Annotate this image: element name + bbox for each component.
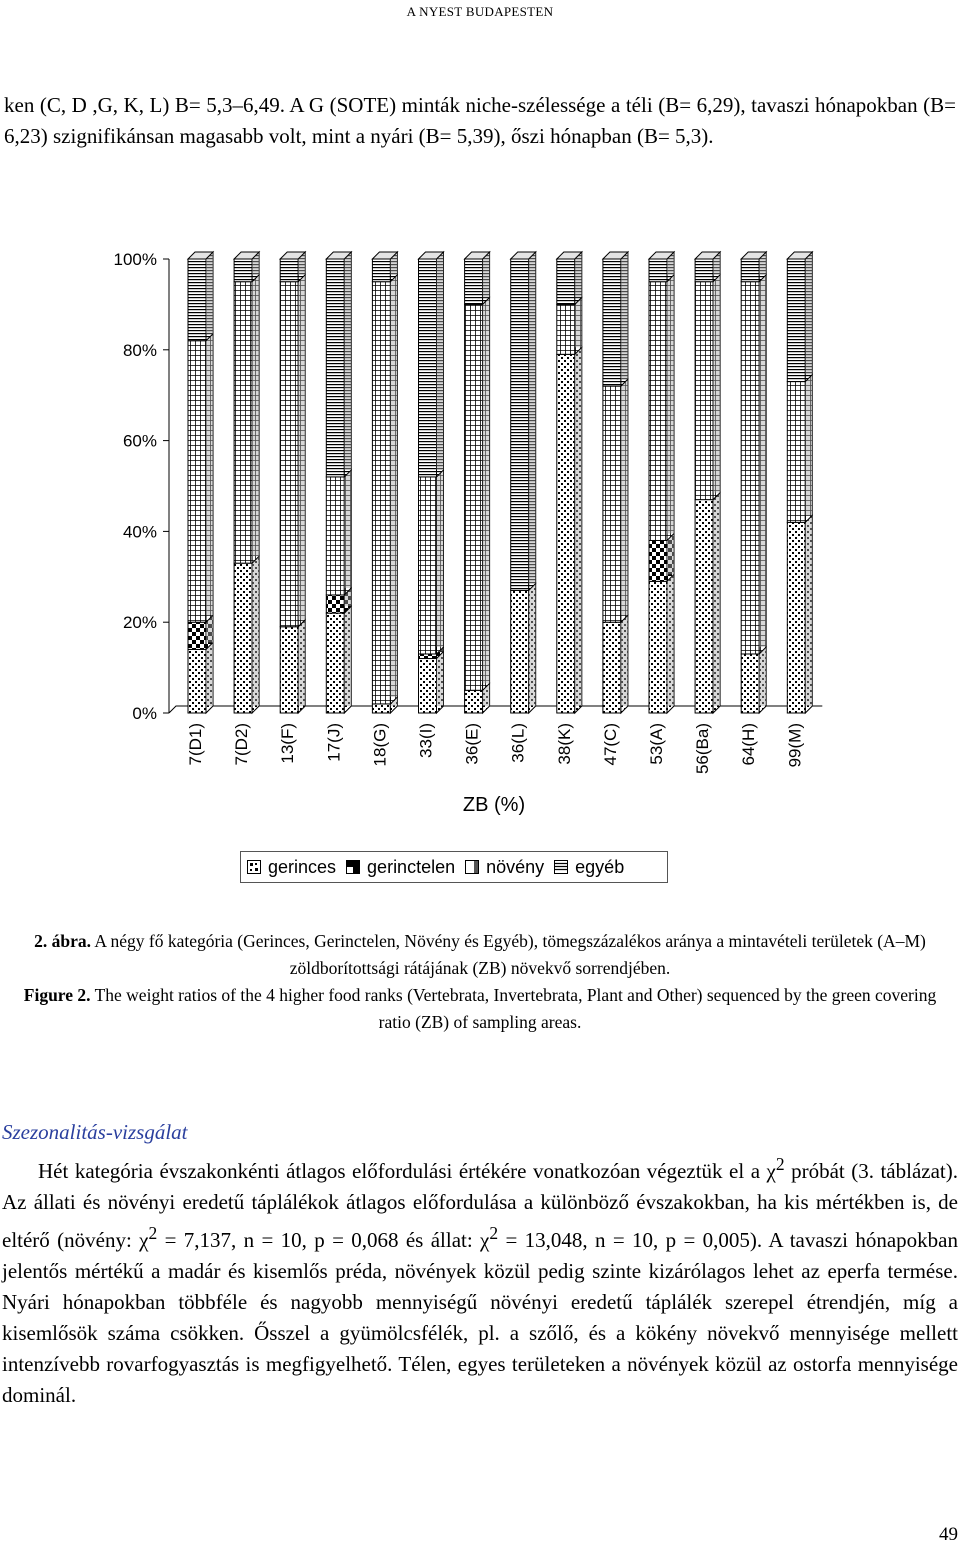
- bar-segment-n-v-ny: [188, 341, 206, 622]
- paragraph-part-d: = 13,048, n = 10, p = 0,005). A tavaszi hónapokban jelentős mértékű a madár és kisemlős préda, növények közül pedig szinte kizárólagos lehet az eperfa termése. Nyári hónapokban többféle és nagyobb mennyiségű növényi eredetű táplálék szerepel étrendjén, míg a kisemlősök száma csökken. Ősszel a gyümölcsfélék, pl. a szőlő, és a kökény növekvő mennyisége mellett intenzívebb rovarfogyasztás is megfigyelhető. Télen, egyes területeken a növények közül az ostorfa mennyisége dominál.: [2, 1228, 958, 1407]
- bar-segment-gerinces: [326, 613, 344, 713]
- bar-side-shade: [529, 252, 536, 583]
- bar-segment-egy-b: [787, 259, 805, 382]
- bar-segment-n-v-ny: [419, 477, 437, 654]
- section-title: Szezonalitás-vizsgálat: [2, 1120, 188, 1144]
- bar-segment-gerinces: [188, 649, 206, 713]
- bar-side-shade: [575, 297, 582, 347]
- bar-segment-gerinces: [280, 627, 298, 713]
- bar-17-j: [326, 252, 351, 713]
- bar-segment-n-v-ny: [741, 282, 759, 654]
- speckled-pattern-icon: [247, 860, 261, 874]
- bar-side-shade: [344, 606, 351, 706]
- chart-legend: [240, 851, 668, 883]
- bar-side-shade: [252, 275, 259, 556]
- x-tick-label-18-g: 18(G): [370, 723, 390, 767]
- bar-segment-n-v-ny: [465, 304, 483, 690]
- bar-segment-gerinces: [419, 659, 437, 713]
- bar-53-a: [649, 252, 674, 713]
- chi-square-exponent: 2: [775, 1154, 785, 1174]
- legend-item-egyeb: [554, 857, 624, 878]
- bar-segment-gerinces: [695, 500, 713, 713]
- x-tick-label-36-l: 36(L): [508, 723, 528, 763]
- bar-segment-n-v-ny: [603, 386, 621, 622]
- bar-side-shade: [298, 620, 305, 706]
- x-tick-label-17-j: 17(J): [324, 723, 344, 762]
- x-tick-label-7-d2: 7(D2): [232, 723, 252, 766]
- chi-square-exponent: 2: [148, 1223, 158, 1243]
- bar-segment-egy-b: [695, 259, 713, 282]
- bar-segment-n-v-ny: [326, 477, 344, 595]
- bar-side-shade: [483, 252, 490, 297]
- bar-segment-egy-b: [419, 259, 437, 477]
- y-tick-label: 20%: [122, 613, 157, 633]
- checkerboard-pattern-icon: [346, 860, 360, 874]
- caption-hu-text: A négy fő kategória (Gerinces, Gerinctelen, Növény és Egyéb), tömegszázalékos aránya a mintavételi területek (A–M) zöldborítottsági rátájának (ZB) növekvő sorrendjében.: [91, 931, 926, 978]
- bar-side-shade: [805, 515, 812, 706]
- legend-item-gerinces: [247, 857, 336, 878]
- bar-segment-n-v-ny: [787, 382, 805, 523]
- page-number: 49: [939, 1524, 958, 1545]
- bar-segment-n-v-ny: [695, 282, 713, 500]
- caption-en-label: Figure 2.: [23, 985, 91, 1005]
- bar-side-shade: [298, 275, 305, 620]
- bar-side-shade: [667, 574, 674, 706]
- section-paragraph: [2, 1149, 958, 1411]
- floor-line: [169, 706, 822, 713]
- horizontal-lines-pattern-icon: [554, 860, 568, 874]
- bar-side-shade: [575, 252, 582, 297]
- bar-segment-gerinctelen: [326, 595, 344, 613]
- bar-side-shade: [206, 252, 213, 334]
- x-tick-label-99-m: 99(M): [785, 723, 805, 768]
- bar-36-e: [465, 252, 490, 713]
- stacked-bar-chart: [0, 240, 960, 840]
- bar-side-shade: [390, 275, 397, 697]
- x-axis-title: ZB (%): [462, 794, 526, 816]
- bar-side-shade: [344, 252, 351, 470]
- y-tick-label: 60%: [122, 431, 157, 451]
- bar-36-l: [511, 252, 536, 713]
- x-tick-label-64-h: 64(H): [739, 723, 759, 766]
- bar-side-shade: [713, 275, 720, 493]
- bars-group: [188, 252, 812, 713]
- bar-13-f: [280, 252, 305, 713]
- bar-side-shade: [206, 642, 213, 706]
- bar-side-shade: [713, 493, 720, 706]
- bar-segment-egy-b: [234, 259, 252, 282]
- bar-side-shade: [805, 252, 812, 375]
- legend-label-gerinces: gerinces: [268, 856, 337, 877]
- bar-segment-egy-b: [557, 259, 575, 304]
- bar-56-ba: [695, 252, 720, 713]
- paragraph-part-c: = 7,137, n = 10, p = 0,068 és állat: χ: [157, 1228, 490, 1252]
- bar-side-shade: [344, 470, 351, 588]
- y-tick-label: 100%: [113, 250, 157, 269]
- bar-segment-gerinces: [787, 522, 805, 713]
- bar-segment-egy-b: [603, 259, 621, 386]
- bar-side-shade: [621, 615, 628, 706]
- bar-segment-gerinces: [372, 704, 390, 713]
- x-tick-label-38-k: 38(K): [554, 723, 574, 765]
- bar-side-shade: [759, 647, 766, 706]
- caption-english: [20, 982, 940, 1036]
- bar-side-shade: [621, 379, 628, 615]
- legend-item-noveny: [465, 857, 544, 878]
- y-tick-label: 40%: [122, 522, 157, 542]
- bar-segment-gerinces: [465, 690, 483, 713]
- x-tick-label-13-f: 13(F): [278, 723, 298, 764]
- bar-side-shade: [667, 275, 674, 534]
- bar-99-m: [787, 252, 812, 713]
- bar-segment-n-v-ny: [234, 282, 252, 563]
- bar-side-shade: [621, 252, 628, 379]
- bar-segment-gerinces: [603, 622, 621, 713]
- caption-hungarian: [20, 928, 940, 982]
- bar-segment-n-v-ny: [372, 282, 390, 704]
- x-axis-labels: [186, 723, 804, 774]
- bar-segment-gerinces: [741, 654, 759, 713]
- chi-square-exponent: 2: [489, 1223, 499, 1243]
- running-header: A NYEST BUDAPESTEN: [406, 4, 554, 19]
- bar-segment-gerinctelen: [188, 622, 206, 649]
- intro-paragraph: ken (C, D ,G, K, L) B= 5,3–6,49. A G (SOTE) minták niche-szélessége a téli (B= 6,29), tavaszi hónapokban (B= 6,23) szignifikánsan magasabb volt, mint a nyári (B= 5,39), őszi hónapban (B= 5,3).: [4, 93, 956, 148]
- bar-side-shade: [206, 334, 213, 615]
- bar-segment-gerinces: [234, 563, 252, 713]
- bar-side-shade: [529, 583, 536, 706]
- bar-segment-n-v-ny: [649, 282, 667, 541]
- x-tick-label-53-a: 53(A): [647, 723, 666, 765]
- bar-side-shade: [252, 556, 259, 706]
- x-tick-label-7-d1: 7(D1): [186, 723, 205, 766]
- bar-segment-gerinces: [649, 581, 667, 713]
- x-tick-label-33-i: 33(I): [416, 723, 436, 758]
- legend-label-gerinctelen: gerinctelen: [367, 856, 456, 877]
- bar-side-shade: [437, 470, 444, 647]
- bar-side-shade: [437, 652, 444, 706]
- bar-segment-gerinces: [557, 354, 575, 713]
- bar-side-shade: [805, 375, 812, 516]
- caption-hu-label: 2. ábra.: [34, 931, 92, 951]
- bar-segment-gerinctelen: [419, 654, 437, 659]
- bar-38-k: [557, 252, 582, 713]
- bar-side-shade: [483, 297, 490, 683]
- bar-segment-egy-b: [511, 259, 529, 590]
- bar-segment-egy-b: [326, 259, 344, 477]
- bar-segment-n-v-ny: [280, 282, 298, 627]
- bar-18-g: [372, 252, 397, 713]
- x-tick-label-56-ba: 56(Ba): [693, 723, 713, 775]
- bar-segment-egy-b: [741, 259, 759, 282]
- bar-side-shade: [575, 347, 582, 706]
- bar-segment-egy-b: [188, 259, 206, 341]
- bar-7-d2: [234, 252, 259, 713]
- bar-segment-egy-b: [649, 259, 667, 282]
- bar-64-h: [741, 252, 766, 713]
- legend-item-gerinctelen: [346, 857, 455, 878]
- caption-en-text: The weight ratios of the 4 higher food ranks (Vertebrata, Invertebrata, Plant and Other) sequenced by the green covering ratio (ZB) of sampling areas.: [90, 985, 937, 1032]
- legend-label-noveny: növény: [486, 856, 545, 877]
- y-tick-label: 0%: [132, 704, 157, 723]
- x-tick-label-47-c: 47(C): [600, 723, 620, 766]
- bar-segment-n-v-ny: [557, 304, 575, 354]
- bar-side-shade: [437, 252, 444, 470]
- bar-segment-egy-b: [465, 259, 483, 304]
- y-tick-label: 80%: [122, 340, 157, 360]
- x-tick-label-36-e: 36(E): [462, 723, 482, 765]
- bar-segment-gerinces: [511, 590, 529, 713]
- bar-7-d1: [188, 252, 213, 713]
- figure-caption: [20, 928, 940, 1036]
- paragraph-part-b: próbát (3. táblázat). Az állati és növényi eredetű táplálékok átlagos előfordulása a különböző évszakokban, ha kis mértékben is, de eltérő (növény: χ: [2, 1159, 958, 1252]
- bar-segment-egy-b: [372, 259, 390, 282]
- bar-segment-gerinctelen: [649, 540, 667, 581]
- bar-33-i: [419, 252, 444, 713]
- grid-pattern-icon: [465, 860, 479, 874]
- legend-label-egyeb: egyéb: [575, 856, 625, 877]
- bar-segment-egy-b: [280, 259, 298, 282]
- bar-side-shade: [759, 275, 766, 647]
- bar-47-c: [603, 252, 628, 713]
- paragraph-part-a: Hét kategória évszakonkénti átlagos előfordulási értékére vonatkozóan végeztük el a χ: [38, 1159, 776, 1183]
